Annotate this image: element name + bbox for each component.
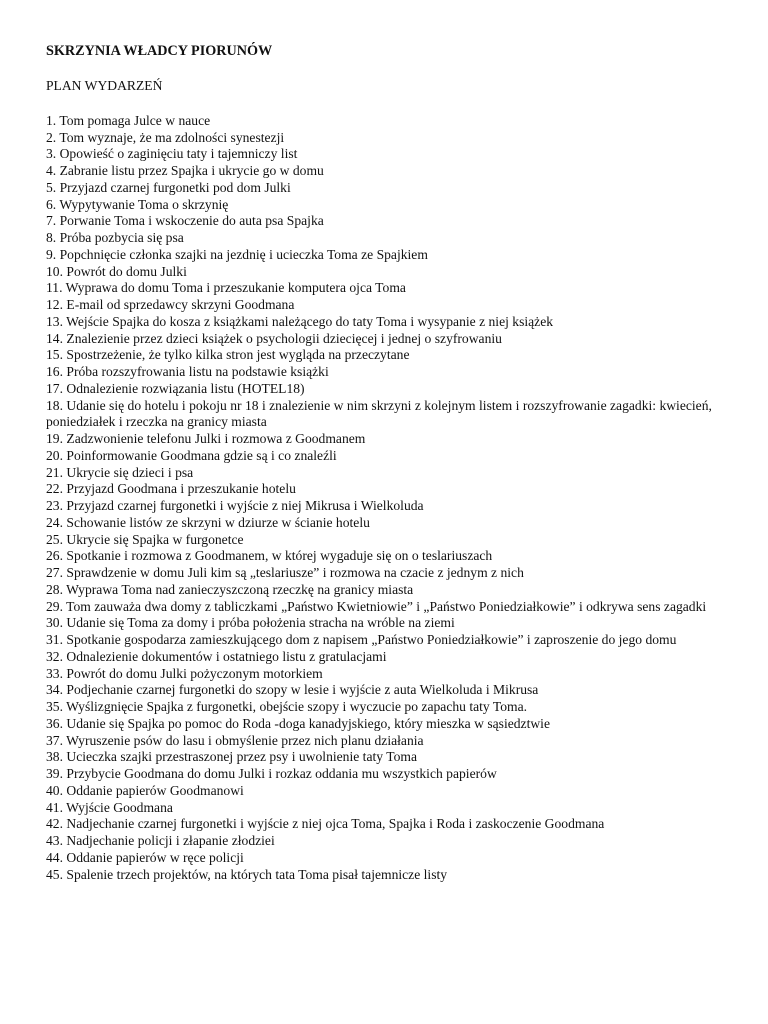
list-item: 3. Opowieść o zaginięciu taty i tajemniczy list xyxy=(46,146,298,162)
list-item: 1. Tom pomaga Julce w nauce xyxy=(46,112,211,128)
list-item: 38. Ucieczka szajki przestraszonej przez psy i uwolnienie taty Toma xyxy=(46,749,417,765)
list-item: 35. Wyślizgnięcie Spajka z furgonetki, obejście szopy i wyczucie po zapachu taty Toma. xyxy=(46,699,528,714)
list-item: 10. Powrót do domu Julki xyxy=(46,263,187,279)
list-item: 34. Podjechanie czarnej furgonetki do szopy w lesie i wyjście z auta Wielkoluda i Mikrusa xyxy=(46,682,539,698)
list-item: 14. Znalezienie przez dzieci książek o psychologii dziecięcej i jednej o szyfrowaniu xyxy=(46,330,502,346)
list-item: 42. Nadjechanie czarnej furgonetki i wyjście z niej ojca Toma, Spajka i Roda i zaskoczenie Goodmana xyxy=(46,816,605,832)
list-item: 37. Wyruszenie psów do lasu i obmyślenie przez nich planu działania xyxy=(46,732,424,748)
list-item: 31. Spotkanie gospodarza zamieszkującego dom z napisem „Państwo Poniedziałkowie” i zaproszenie do jego domu xyxy=(46,632,677,647)
list-item: 5. Przyjazd czarnej furgonetki pod dom Julki xyxy=(46,179,291,195)
list-item: 21. Ukrycie się dzieci i psa xyxy=(46,464,194,480)
list-item: 41. Wyjście Goodmana xyxy=(46,799,173,815)
list-item: 18. Udanie się do hotelu i pokoju nr 18 i znalezienie w nim skrzyni z kolejnym listem i rozszyfrowanie zagadki: kwiecień, poniedziałek i rzeczka na granicy miasta xyxy=(46,397,712,430)
list-item: 36. Udanie się Spajka po pomoc do Roda -doga kanadyjskiego, który mieszka w sąsiedztwie xyxy=(46,715,550,731)
list-item: 23. Przyjazd czarnej furgonetki i wyjście z niej Mikrusa i Wielkoluda xyxy=(46,498,424,513)
list-item: 25. Ukrycie się Spajka w furgonetce xyxy=(46,531,244,547)
list-item: 39. Przybycie Goodmana do domu Julki i rozkaz oddania mu wszystkich papierów xyxy=(46,766,497,781)
list-item: 9. Popchnięcie członka szajki na jezdnię i ucieczka Toma ze Spajkiem xyxy=(46,246,428,262)
list-item: 44. Oddanie papierów w ręce policji xyxy=(46,849,244,865)
list-item: 15. Spostrzeżenie, że tylko kilka stron jest wygląda na przeczytane xyxy=(46,347,410,363)
document-title: SKRZYNIA WŁADCY PIORUNÓW xyxy=(46,43,273,59)
list-item: 20. Poinformowanie Goodmana gdzie są i co znaleźli xyxy=(46,447,337,463)
list-item: 2. Tom wyznaje, że ma zdolności synestezji xyxy=(46,129,285,145)
list-item: 8. Próba pozbycia się psa xyxy=(46,230,184,245)
list-item: 6. Wypytywanie Toma o skrzynię xyxy=(46,196,229,212)
list-item: 17. Odnalezienie rozwiązania listu (HOTEL18) xyxy=(46,380,305,396)
list-item: 33. Powrót do domu Julki pożyczonym motorkiem xyxy=(46,665,323,681)
list-item: 16. Próba rozszyfrowania listu na podstawie książki xyxy=(46,364,329,379)
document-page xyxy=(46,42,726,883)
list-item: 40. Oddanie papierów Goodmanowi xyxy=(46,782,244,798)
list-item: 22. Przyjazd Goodmana i przeszukanie hotelu xyxy=(46,481,296,497)
document-subtitle: PLAN WYDARZEŃ xyxy=(46,78,163,93)
list-item: 26. Spotkanie i rozmowa z Goodmanem, w której wygaduje się on o teslariuszach xyxy=(46,548,493,564)
list-item: 7. Porwanie Toma i wskoczenie do auta psa Spajka xyxy=(46,213,324,229)
list-item: 4. Zabranie listu przez Spajka i ukrycie go w domu xyxy=(46,163,324,178)
list-item: 32. Odnalezienie dokumentów i ostatniego listu z gratulacjami xyxy=(46,648,387,664)
event-list xyxy=(46,113,726,884)
list-item: 28. Wyprawa Toma nad zanieczyszczoną rzeczkę na granicy miasta xyxy=(46,581,414,597)
list-item: 45. Spalenie trzech projektów, na których tata Toma pisał tajemnicze listy xyxy=(46,866,448,882)
list-item: 12. E-mail od sprzedawcy skrzyni Goodmana xyxy=(46,297,295,312)
list-item: 13. Wejście Spajka do kosza z książkami należącego do taty Toma i wysypanie z niej książek xyxy=(46,313,554,329)
list-item: 43. Nadjechanie policji i złapanie złodziei xyxy=(46,833,275,848)
list-item: 29. Tom zauważa dwa domy z tabliczkami „Państwo Kwietniowie” i „Państwo Poniedziałkowie” i odkrywa sens zagadki xyxy=(46,598,707,614)
list-item: 30. Udanie się Toma za domy i próba położenia stracha na wróble na ziemi xyxy=(46,615,455,631)
list-item: 19. Zadzwonienie telefonu Julki i rozmowa z Goodmanem xyxy=(46,431,366,446)
list-item: 27. Sprawdzenie w domu Juli kim są „teslariusze” i rozmowa na czacie z jednym z nich xyxy=(46,565,524,580)
list-item: 11. Wyprawa do domu Toma i przeszukanie komputera ojca Toma xyxy=(46,280,406,296)
list-item: 24. Schowanie listów ze skrzyni w dziurze w ścianie hotelu xyxy=(46,514,370,530)
